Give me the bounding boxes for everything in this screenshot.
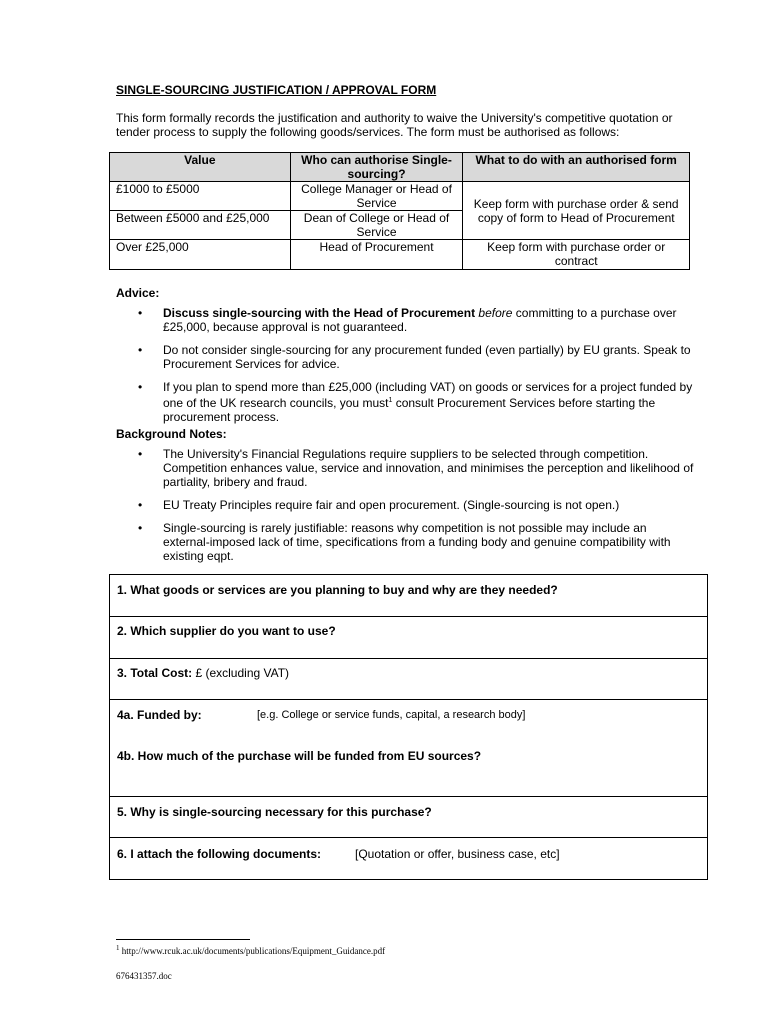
cell-who: Head of Procurement	[290, 240, 463, 270]
advice-text: committing to a purchase over £25,000, because approval is not guaranteed.	[163, 306, 677, 334]
list-item	[116, 521, 696, 563]
list-item	[116, 306, 696, 334]
form-title: SINGLE-SOURCING JUSTIFICATION / APPROVAL FORM	[116, 83, 437, 97]
divider	[110, 837, 707, 838]
table-header-row	[110, 153, 690, 182]
cell-who: College Manager or Head of Service	[290, 182, 463, 211]
table-row	[110, 182, 690, 211]
list-item	[116, 380, 696, 424]
intro-paragraph: This form formally records the justification and authority to waive the University's competitive quotation or tender process to supply the following goods/services. The form must be authorised as follows:	[116, 111, 673, 139]
header-value: Value	[110, 153, 291, 182]
header-who: Who can authorise Single-sourcing?	[290, 153, 463, 182]
background-text: The University's Financial Regulations require suppliers to be selected through competition. Competition enhances value, service and innovation, and minimises the perception and likelihood of partiality, bribery and fraud.	[163, 447, 694, 489]
advice-list	[116, 306, 696, 433]
divider	[110, 616, 707, 617]
authorisation-table	[109, 152, 690, 270]
bullet-icon: •	[138, 521, 143, 535]
question-4b: 4b. How much of the purchase will be funded from EU sources?	[117, 749, 482, 763]
cell-value: Between £5000 and £25,000	[110, 211, 291, 240]
footnote: $^1$ http://www.rcuk.ac.uk/documents/publications/Equipment_Guidance.pdf	[116, 944, 386, 956]
bullet-icon: •	[138, 343, 143, 357]
cell-action-merged: Keep form with purchase order & send copy of form to Head of Procurement	[463, 182, 690, 240]
background-text: Single-sourcing is rarely justifiable: reasons why competition is not possible may include an external-imposed lack of time, specifications from a funding body and genuine compatibility with existing eqpt.	[163, 521, 671, 563]
list-item	[116, 447, 696, 489]
divider	[110, 699, 707, 700]
question-5: 5. Why is single-sourcing necessary for this purchase?	[117, 805, 432, 819]
question-6-hint: [Quotation or offer, business case, etc]	[355, 847, 560, 861]
footnote-ref: 1	[388, 397, 393, 404]
question-4a: 4a. Funded by:	[117, 708, 202, 722]
advice-bold-text: Discuss single-sourcing with the Head of Procurement	[163, 306, 476, 320]
bullet-icon: •	[138, 380, 143, 394]
header-action: What to do with an authorised form	[463, 153, 690, 182]
cell-action: Keep form with purchase order or contract	[463, 240, 690, 270]
question-2: 2. Which supplier do you want to use?	[117, 624, 336, 638]
bullet-icon: •	[138, 498, 143, 512]
question-4a-hint: [e.g. College or service funds, capital, a research body]	[257, 709, 526, 721]
background-heading: Background Notes:	[116, 427, 227, 441]
footnote-separator	[116, 939, 250, 940]
document-id: 676431357.doc	[116, 971, 172, 981]
advice-text: Do not consider single-sourcing for any procurement funded (even partially) by EU grants. Speak to Procurement Services for advice.	[163, 343, 691, 371]
advice-text: If you plan to spend more than £25,000 (including VAT) on goods or services for a project funded by one of the UK research councils, you must	[163, 380, 693, 410]
cell-value: Over £25,000	[110, 240, 291, 270]
question-3: 3. Total Cost: £ (excluding VAT)	[117, 666, 290, 680]
bullet-icon: •	[138, 447, 143, 461]
background-list	[116, 447, 696, 572]
cell-who: Dean of College or Head of Service	[290, 211, 463, 240]
advice-heading: Advice:	[116, 286, 160, 300]
advice-italic-text: before	[478, 306, 513, 320]
list-item	[116, 498, 696, 512]
list-item	[116, 343, 696, 371]
table-row	[110, 240, 690, 270]
question-6: 6. I attach the following documents:	[117, 847, 322, 861]
advice-text: consult Procurement Services before starting the procurement process.	[163, 396, 656, 424]
question-1: 1. What goods or services are you planning to buy and why are they needed?	[117, 583, 558, 597]
cell-value: £1000 to £5000	[110, 182, 291, 211]
question-form	[109, 574, 708, 880]
bullet-icon: •	[138, 306, 143, 320]
divider	[110, 796, 707, 797]
background-text: EU Treaty Principles require fair and open procurement. (Single-sourcing is not open.)	[163, 498, 620, 512]
divider	[110, 658, 707, 659]
